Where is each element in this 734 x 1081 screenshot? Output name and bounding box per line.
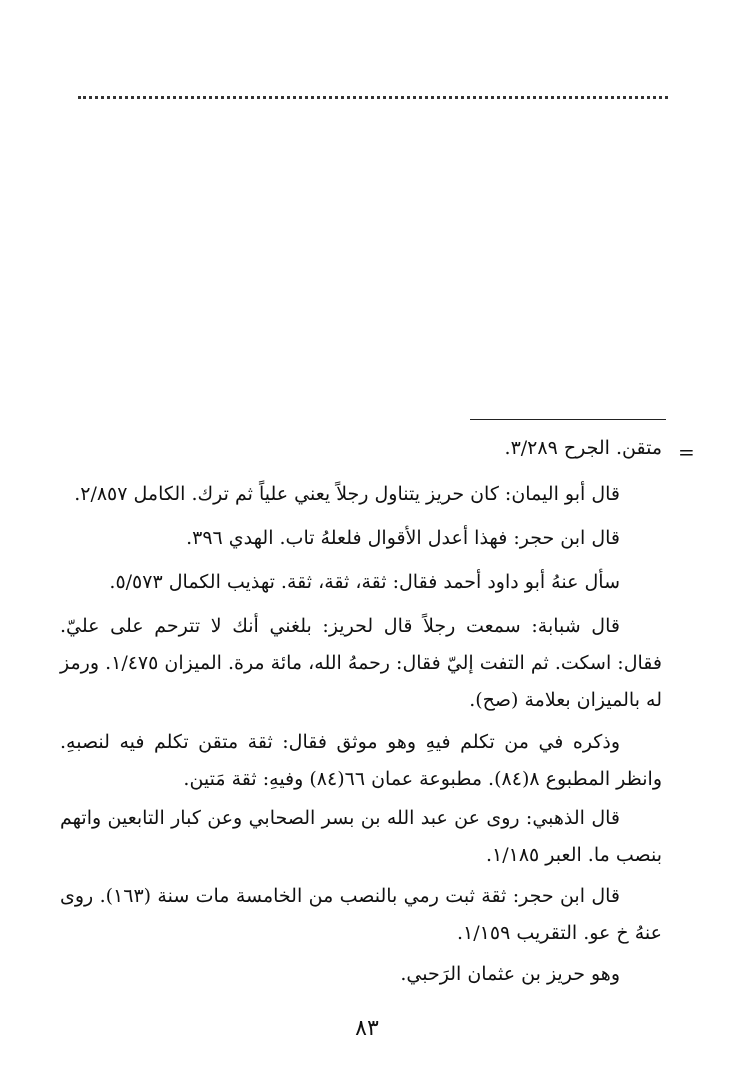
footnote-rule [470, 419, 666, 420]
page-number: ٨٣ [355, 1016, 379, 1041]
footnote-paragraph: متقن. الجرح ٣/٢٨٩. [504, 437, 662, 459]
footnote-paragraph: قال ابن حجر: ثقة ثبت رمي بالنصب من الخامسة مات سنة (١٦٣). روى عنهُ خ عو. التقريب ١/١٥٩. [60, 885, 662, 944]
footnote-paragraph: سأل عنهُ أبو داود أحمد فقال: ثقة، ثقة، ثقة. تهذيب الكمال ٥/٥٧٣. [109, 571, 620, 593]
footnote-paragraph: وهو حريز بن عثمان الرَحبي. [400, 963, 620, 985]
footnote-paragraph: قال شبابة: سمعت رجلاً قال لحريز: بلغني أنك لا تترحم على عليّ. فقال: اسكت. ثم التفت إليّ فقال: رحمهُ الله، مائة مرة. الميزان ١/٤٧٥. ورمز له بالميزان بعلامة (صح). [60, 615, 662, 711]
footnote-paragraph: قال ابن حجر: فهذا أعدل الأقوال فلعلهُ تاب. الهدي ٣٩٦. [186, 527, 620, 549]
continuation-mark: = [678, 440, 695, 464]
footnote-paragraph: قال الذهبي: روى عن عبد الله بن بسر الصحابي وعن كبار التابعين واتهم بنصب ما. العبر ١/١٨٥. [60, 807, 662, 866]
footnote-paragraph: قال أبو اليمان: كان حريز يتناول رجلاً يعني علياً ثم ترك. الكامل ٢/٨٥٧. [74, 483, 620, 505]
dotted-separator [78, 96, 668, 99]
footnote-paragraph: وذكره في من تكلم فيهِ وهو موثق فقال: ثقة متقن تكلم فيه لنصبهِ. وانظر المطبوع ٨(٨٤). مطبوعة عمان ٦٦(٨٤) وفيهِ: ثقة مَتين. [60, 731, 662, 790]
